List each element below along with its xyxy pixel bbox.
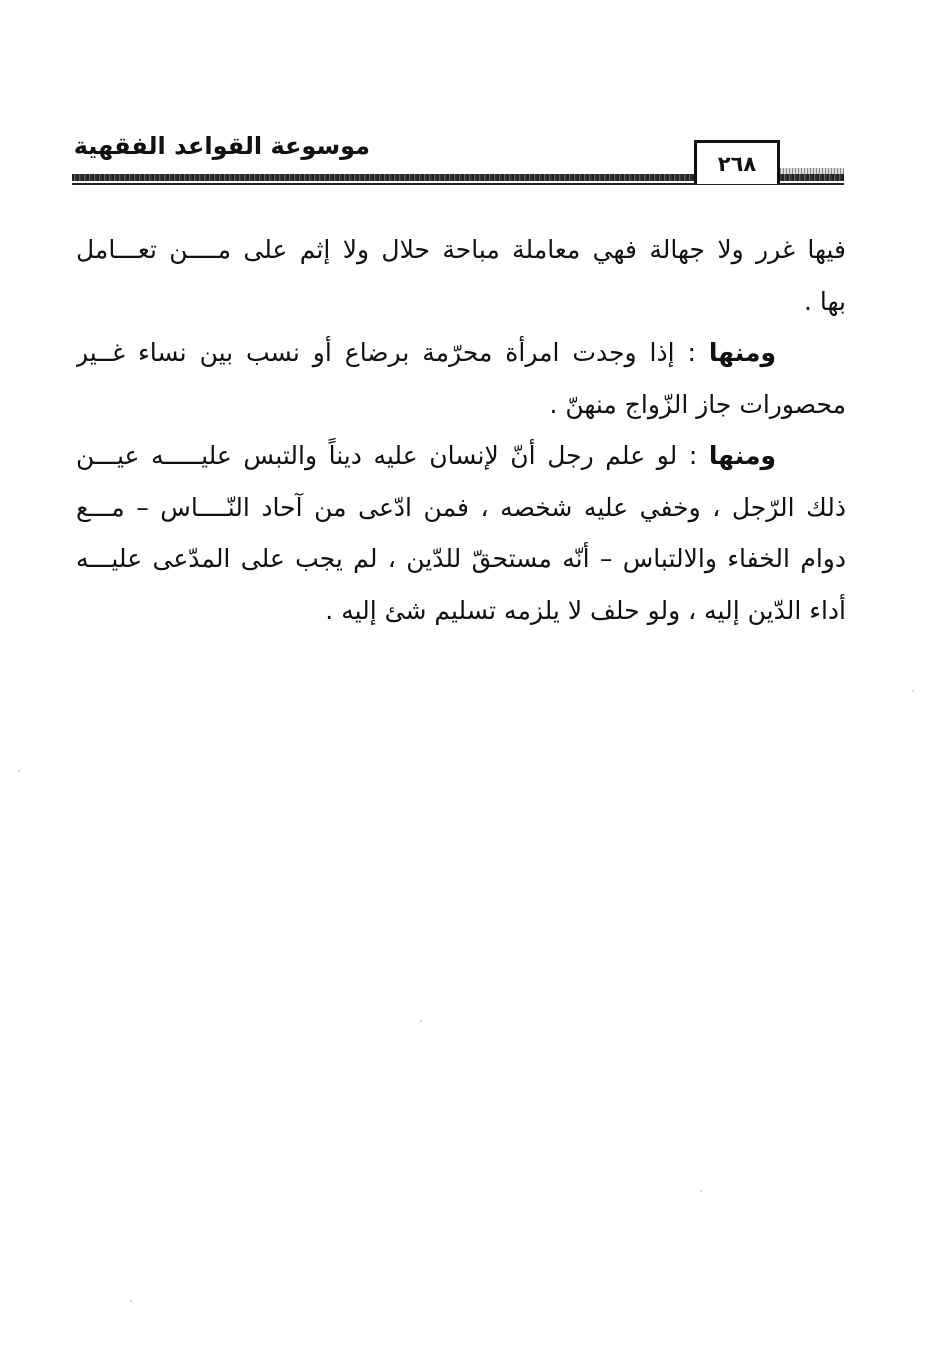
line-text: محصورات جاز الزّواج منهنّ .: [549, 389, 846, 419]
running-title: موسوعة القواعد الفقهية: [73, 132, 370, 160]
scan-speck: [912, 690, 914, 692]
page-header: [72, 128, 844, 192]
text-line-7: [76, 533, 846, 585]
text-line-2: [76, 276, 846, 328]
scan-speck: [700, 1190, 702, 1192]
text-line-5: [76, 430, 846, 482]
scan-speck: [18, 770, 20, 772]
line-text: بها .: [804, 286, 846, 316]
paragraph-lead: ومنها: [708, 338, 776, 367]
text-line-6: [76, 482, 846, 534]
scan-speck: [130, 1300, 132, 1302]
page-number: ٢٦٨: [694, 140, 780, 184]
body-text: [76, 224, 846, 636]
line-text: ذلك الرّجل ، وخفي عليه شخصه ، فمن ادّعى من آحاد النّــــاس – مـــع: [76, 492, 846, 522]
line-text: : لو علم رجل أنّ لإنسان عليه ديناً والتبس عليـــــه عيـــن: [76, 441, 709, 470]
text-line-8: [76, 585, 846, 637]
scan-speck: [420, 1020, 422, 1022]
text-line-4: [76, 379, 846, 431]
line-text: : إذا وجدت امرأة محرّمة برضاع أو نسب بين نساء غــير: [76, 338, 709, 367]
paragraph-lead: ومنها: [708, 441, 776, 470]
text-line-1: [76, 224, 846, 276]
line-text: أداء الدّين إليه ، ولو حلف لا يلزمه تسليم شئ إليه .: [325, 595, 846, 625]
text-line-3: [76, 327, 846, 379]
line-text: دوام الخفاء والالتباس – أنّه مستحقّ للدّين ، لم يجب على المدّعى عليـــه: [76, 544, 846, 573]
line-text: فيها غرر ولا جهالة فهي معاملة مباحة حلال ولا إثم على مــــن تعـــامل: [76, 235, 846, 264]
